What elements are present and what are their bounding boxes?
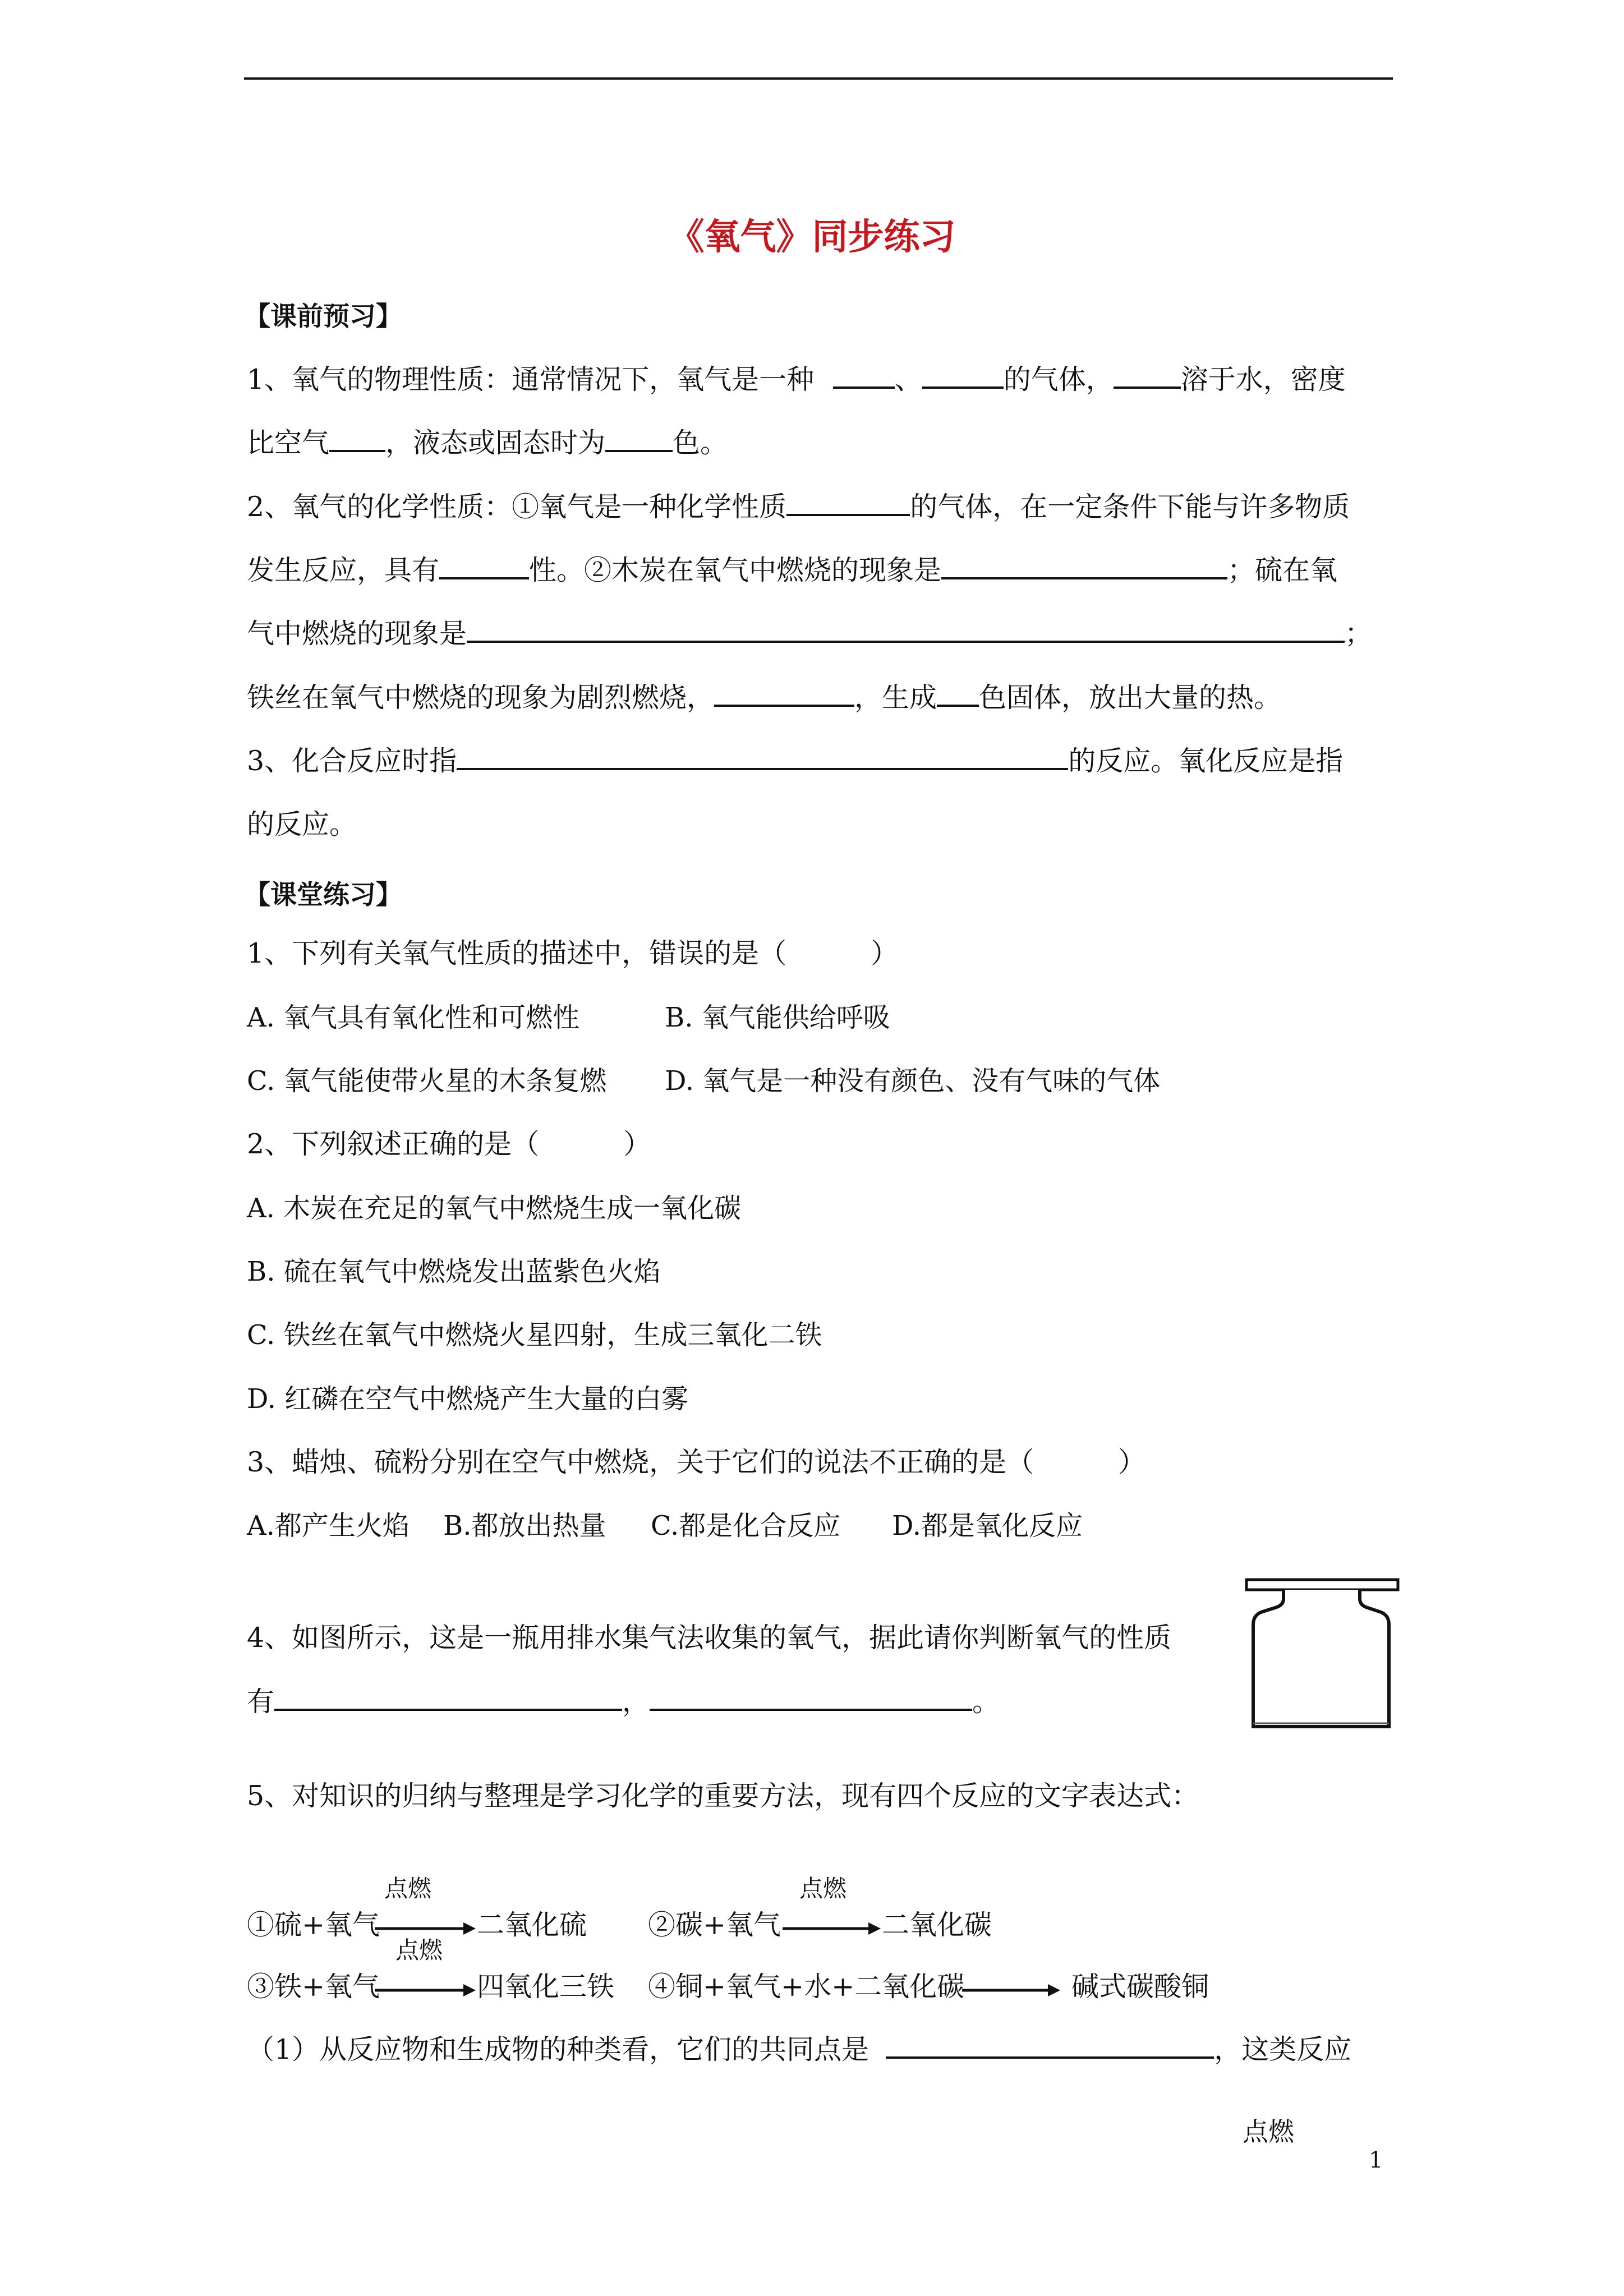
section-heading-preview: 【课前预习】 bbox=[244, 301, 402, 332]
preview-q1-line2: 比空气 ，液态或固态时为 色。 bbox=[247, 425, 728, 461]
preview-q2-line3: 气中燃烧的现象是 ； bbox=[247, 616, 1372, 652]
answer-blank[interactable] bbox=[439, 553, 529, 579]
preview-q2-line2: 发生反应，具有 性。②木炭在氧气中燃烧的现象是 ；硫在氧 bbox=[247, 553, 1337, 588]
section-heading-classwork: 【课堂练习】 bbox=[244, 880, 402, 910]
option-b[interactable]: B. 硫在氧气中燃烧发出蓝紫色火焰 bbox=[247, 1256, 661, 1287]
arrow-icon bbox=[962, 1982, 1060, 1999]
option-b[interactable]: B. 氧气能供给呼吸 bbox=[665, 1002, 890, 1033]
classwork-q1-stem: 1、下列有关氧气性质的描述中，错误的是（ ） bbox=[247, 937, 899, 969]
answer-blank[interactable] bbox=[605, 425, 673, 452]
preview-q2-line1: 2、氧气的化学性质：①氧气是一种化学性质 的气体，在一定条件下能与许多物质 bbox=[247, 489, 1350, 525]
classwork-q2-stem: 2、下列叙述正确的是（ ） bbox=[247, 1128, 651, 1160]
classwork-q4-line2: 有 ， 。 bbox=[247, 1684, 1000, 1720]
option-d[interactable]: D.都是氧化反应 bbox=[892, 1510, 1083, 1542]
header-rule bbox=[244, 77, 1393, 80]
option-d[interactable]: D. 氧气是一种没有颜色、没有气味的气体 bbox=[665, 1065, 1161, 1097]
reaction-1-condition: 点燃 bbox=[384, 1875, 432, 1902]
preview-q2-line4: 铁丝在氧气中燃烧的现象为剧烈燃烧， ，生成 色固体，放出大量的热。 bbox=[247, 680, 1281, 716]
classwork-q4-line1: 4、如图所示，这是一瓶用排水集气法收集的氧气，据此请你判断氧气的性质 bbox=[247, 1622, 1172, 1654]
option-b[interactable]: B.都放出热量 bbox=[443, 1510, 606, 1542]
reaction-2-condition: 点燃 bbox=[799, 1875, 847, 1902]
preview-q3-line2: 的反应。 bbox=[247, 808, 357, 840]
reaction-2-right: 二氧化碳 bbox=[882, 1909, 992, 1941]
reaction-3-left: ③铁+氧气 bbox=[247, 1971, 380, 2003]
answer-blank[interactable] bbox=[941, 553, 1227, 579]
answer-blank[interactable] bbox=[467, 616, 1345, 643]
option-a[interactable]: A.都产生火焰 bbox=[247, 1510, 410, 1542]
page-number: 1 bbox=[1369, 2147, 1383, 2173]
classwork-q3-stem: 3、蜡烛、硫粉分别在空气中燃烧，关于它们的说法不正确的是（ ） bbox=[247, 1446, 1146, 1478]
gas-bottle-figure bbox=[1244, 1576, 1401, 1733]
option-c[interactable]: C. 铁丝在氧气中燃烧火星四射，生成三氧化二铁 bbox=[247, 1319, 822, 1351]
reaction-4-right: 碱式碳酸铜 bbox=[1071, 1971, 1209, 2003]
answer-blank[interactable] bbox=[1114, 362, 1181, 389]
classwork-q5-sub1: （1）从反应物和生成物的种类看，它们的共同点是 ，这类反应 bbox=[247, 2032, 1351, 2068]
option-c[interactable]: C.都是化合反应 bbox=[651, 1510, 841, 1542]
answer-blank[interactable] bbox=[886, 2032, 1214, 2059]
option-a[interactable]: A. 木炭在充足的氧气中燃烧生成一氧化碳 bbox=[247, 1193, 742, 1224]
answer-blank[interactable] bbox=[922, 362, 1004, 389]
reaction-1-left: ①硫+氧气 bbox=[247, 1909, 380, 1941]
page-title: 《氧气》同步练习 bbox=[668, 217, 956, 258]
arrow-icon bbox=[375, 1982, 476, 1999]
stray-condition-text: 点燃 bbox=[1243, 2116, 1294, 2147]
reaction-4-left: ④铜+氧气+水+二氧化碳 bbox=[648, 1971, 965, 2003]
arrow-icon bbox=[783, 1920, 881, 1937]
answer-blank[interactable] bbox=[937, 680, 979, 707]
answer-blank[interactable] bbox=[714, 680, 854, 707]
arrow-icon bbox=[375, 1920, 476, 1937]
reaction-3-right: 四氧化三铁 bbox=[477, 1971, 615, 2003]
reaction-1-right: 二氧化硫 bbox=[477, 1909, 587, 1941]
answer-blank[interactable] bbox=[833, 362, 895, 389]
answer-blank[interactable] bbox=[329, 425, 385, 452]
answer-blank[interactable] bbox=[274, 1684, 622, 1711]
answer-blank[interactable] bbox=[786, 489, 910, 516]
reaction-3-condition: 点燃 bbox=[395, 1936, 443, 1964]
preview-q1-line1: 1、氧气的物理性质：通常情况下，氧气是一种 、 的气体， 溶于水，密度 bbox=[247, 362, 1346, 398]
answer-blank[interactable] bbox=[650, 1684, 972, 1711]
option-c[interactable]: C. 氧气能使带火星的木条复燃 bbox=[247, 1065, 607, 1097]
option-a[interactable]: A. 氧气具有氧化性和可燃性 bbox=[247, 1002, 580, 1033]
answer-blank[interactable] bbox=[457, 743, 1068, 770]
option-d[interactable]: D. 红磷在空气中燃烧产生大量的白雾 bbox=[247, 1383, 689, 1415]
classwork-q5-stem: 5、对知识的归纳与整理是学习化学的重要方法，现有四个反应的文字表达式： bbox=[247, 1780, 1199, 1812]
preview-q3-line1: 3、化合反应时指 的反应。氧化反应是指 bbox=[247, 743, 1343, 779]
reaction-2-left: ②碳+氧气 bbox=[648, 1909, 781, 1941]
